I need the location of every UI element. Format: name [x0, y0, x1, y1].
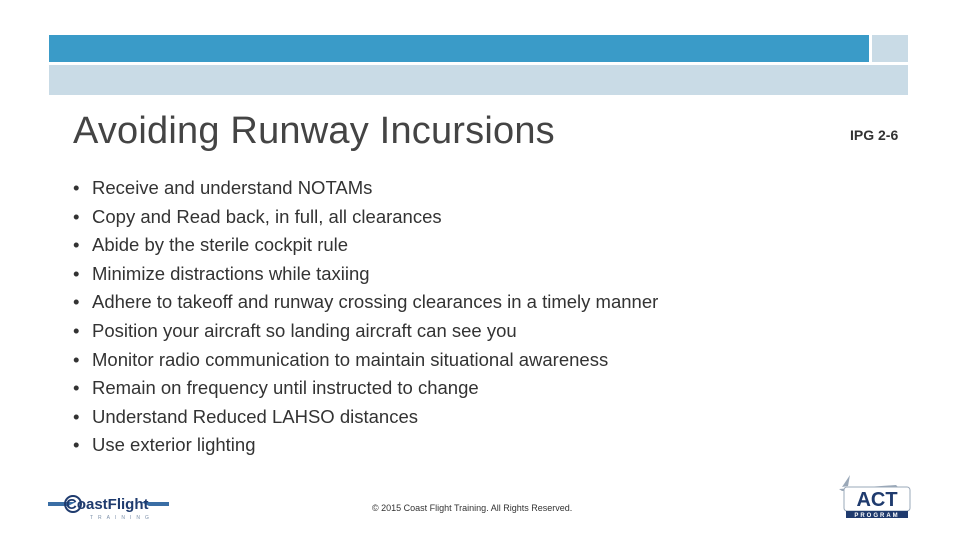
list-item — [73, 374, 658, 403]
list-item — [73, 403, 658, 432]
logo-wordmark: CoastFlight — [66, 496, 149, 513]
bullet-icon: • — [73, 291, 80, 313]
page-title: Avoiding Runway Incursions — [73, 110, 555, 152]
bullet-icon: • — [73, 177, 80, 198]
list-item — [73, 174, 658, 203]
bullet-icon: • — [73, 377, 80, 399]
header-accent-bar — [49, 35, 869, 62]
list-item — [73, 346, 658, 375]
footer-copyright: © 2015 Coast Flight Training. All Rights Reserved. — [372, 503, 573, 513]
bullet-icon: • — [73, 234, 80, 256]
bullet-icon: • — [73, 434, 80, 456]
logo-subtext: PROGRAM — [854, 513, 900, 519]
list-item-text: Copy and Read back, in full, all clearances — [92, 205, 442, 227]
list-item-text: Receive and understand NOTAMs — [92, 177, 373, 198]
list-item — [73, 260, 658, 289]
bullet-icon: • — [73, 205, 80, 227]
list-item — [73, 288, 658, 317]
list-item — [73, 203, 658, 232]
list-item — [73, 431, 658, 460]
list-item-text: Remain on frequency until instructed to change — [92, 377, 479, 399]
header-band — [49, 65, 908, 95]
logo-wordmark: ACT — [856, 489, 898, 511]
list-item-text: Understand Reduced LAHSO distances — [92, 405, 418, 427]
list-item — [73, 317, 658, 346]
coast-flight-logo — [46, 486, 171, 522]
slide-reference: IPG 2-6 — [850, 127, 899, 143]
bullet-list — [73, 174, 658, 460]
list-item-text: Abide by the sterile cockpit rule — [92, 234, 349, 256]
list-item-text: Use exterior lighting — [92, 434, 256, 456]
bullet-icon: • — [73, 262, 80, 284]
bullet-icon: • — [73, 405, 80, 427]
header-accent-block — [872, 35, 908, 62]
list-item-text: Minimize distractions while taxiing — [92, 262, 370, 284]
list-item-text: Adhere to takeoff and runway crossing clearances in a timely manner — [92, 291, 659, 313]
act-program-logo — [836, 475, 916, 523]
list-item — [73, 231, 658, 260]
logo-subtext: TRAINING — [90, 515, 154, 521]
bullet-icon: • — [73, 319, 80, 341]
list-item-text: Monitor radio communication to maintain situational awareness — [92, 348, 609, 370]
bullet-icon: • — [73, 348, 80, 370]
list-item-text: Position your aircraft so landing aircraft can see you — [92, 319, 517, 341]
